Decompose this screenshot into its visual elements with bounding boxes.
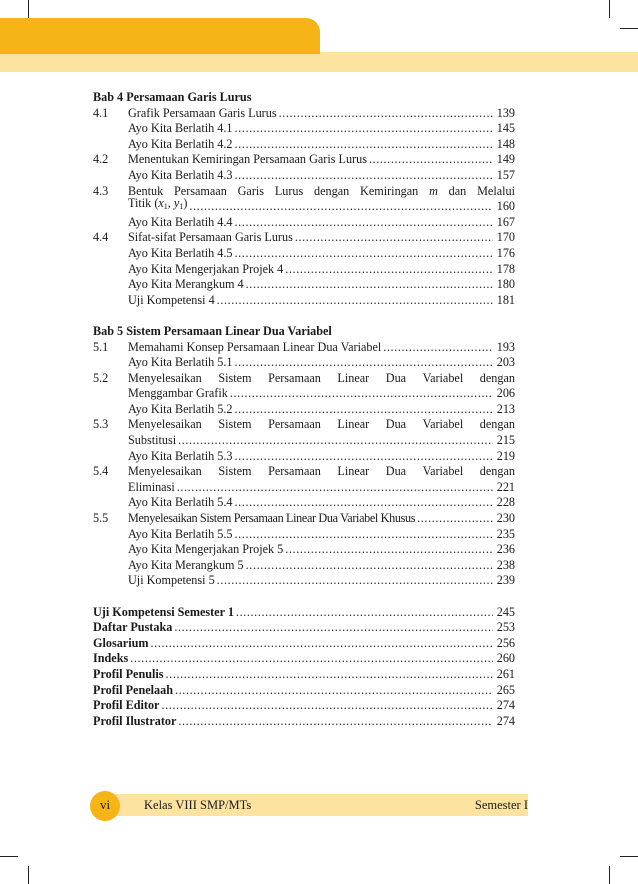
table-of-contents bbox=[93, 90, 515, 729]
footer-semester: Semester I bbox=[474, 798, 528, 812]
crop-mark bbox=[609, 866, 610, 884]
crop-mark bbox=[0, 856, 18, 857]
chapter-heading: Bab 4 Persamaan Garis Lurus bbox=[93, 90, 252, 104]
toc-entry-continuation[interactable]: Eliminasi ..... 221 bbox=[93, 480, 515, 496]
toc-entry-back[interactable]: Profil Penelaah ..... 265 bbox=[93, 683, 515, 699]
toc-entry[interactable]: 4.4 Sifat-sifat Persamaan Garis Lurus ..... 170 bbox=[93, 230, 515, 246]
toc-entry[interactable]: Ayo Kita Merangkum 4 ..... 180 bbox=[93, 277, 515, 293]
justified-title-line: Bentuk Persamaan Garis Lurus dengan Kemiringan m dan Melalui bbox=[128, 183, 515, 198]
toc-entry[interactable]: Ayo Kita Mengerjakan Projek 4 ..... 178 bbox=[93, 262, 515, 278]
toc-entry[interactable]: Ayo Kita Berlatih 4.2 ..... 148 bbox=[93, 137, 515, 153]
toc-entry[interactable]: Ayo Kita Berlatih 4.3 ..... 157 bbox=[93, 168, 515, 184]
crop-mark bbox=[620, 28, 638, 29]
crop-mark bbox=[28, 866, 29, 884]
toc-entry[interactable]: 5.1 Memahami Konsep Persamaan Linear Dua Variabel ..... 193 bbox=[93, 340, 515, 356]
toc-entry[interactable]: 5.4 Menyelesaikan Sistem Persamaan Linear Dua Variabel dengan bbox=[93, 464, 515, 479]
toc-entry-back[interactable]: Profil Editor ..... 274 bbox=[93, 698, 515, 714]
toc-entry[interactable]: Uji Kompetensi 4 ..... 181 bbox=[93, 293, 515, 309]
toc-entry-back[interactable]: Profil Penulis ..... 261 bbox=[93, 667, 515, 683]
toc-entry[interactable]: Ayo Kita Merangkum 5 ..... 238 bbox=[93, 558, 515, 574]
toc-entry-continuation[interactable]: Menggambar Grafik ..... 206 bbox=[93, 386, 515, 402]
crop-mark bbox=[28, 0, 29, 18]
chapter-heading: Bab 5 Sistem Persamaan Linear Dua Variabel bbox=[93, 323, 332, 338]
page-number: vi bbox=[90, 791, 120, 821]
toc-entry-continuation[interactable]: Titik ($x_1$, $y_1$) ..... 160 bbox=[93, 199, 515, 215]
toc-entry[interactable]: Ayo Kita Berlatih 5.5 ..... 235 bbox=[93, 527, 515, 543]
crop-mark bbox=[620, 856, 638, 857]
toc-entry[interactable]: Ayo Kita Berlatih 5.3 ..... 219 bbox=[93, 449, 515, 465]
justified-title-line: Menyelesaikan Sistem Persamaan Linear Dua Variabel dengan bbox=[128, 417, 515, 432]
toc-entry[interactable]: Ayo Kita Berlatih 5.2 ..... 213 bbox=[93, 402, 515, 418]
toc-entry[interactable]: 5.5 Menyelesaikan Sistem Persamaan Linear Dua Variabel Khusus ..... 230 bbox=[93, 511, 515, 527]
toc-entry[interactable]: 5.2 Menyelesaikan Sistem Persamaan Linear Dua Variabel dengan bbox=[93, 370, 515, 385]
toc-entry[interactable]: 4.1 Grafik Persamaan Garis Lurus ..... 139 bbox=[93, 106, 515, 122]
toc-entry[interactable]: Ayo Kita Berlatih 4.4 ..... 167 bbox=[93, 215, 515, 231]
toc-entry[interactable]: Ayo Kita Berlatih 5.4 ..... 228 bbox=[93, 495, 515, 511]
justified-title-line: Menyelesaikan Sistem Persamaan Linear Dua Variabel dengan bbox=[128, 464, 515, 479]
toc-entry[interactable]: 4.3 Bentuk Persamaan Garis Lurus dengan Kemiringan m dan Melalui bbox=[93, 183, 515, 198]
toc-entry-back[interactable]: Uji Kompetensi Semester 1 ..... 245 bbox=[93, 605, 515, 621]
toc-entry-back[interactable]: Indeks ..... 260 bbox=[93, 651, 515, 667]
point-title: Titik ($x_1$, $y_1$) bbox=[128, 196, 188, 212]
toc-entry[interactable]: Ayo Kita Mengerjakan Projek 5 ..... 236 bbox=[93, 542, 515, 558]
toc-entry[interactable]: Uji Kompetensi 5 ..... 239 bbox=[93, 573, 515, 589]
toc-entry-continuation[interactable]: Substitusi ..... 215 bbox=[93, 433, 515, 449]
header-band-light bbox=[0, 52, 638, 72]
justified-title-line: Menyelesaikan Sistem Persamaan Linear Dua Variabel dengan bbox=[128, 370, 515, 385]
toc-entry[interactable]: 4.2 Menentukan Kemiringan Persamaan Garis Lurus ..... 149 bbox=[93, 152, 515, 168]
toc-entry-back[interactable]: Glosarium ..... 256 bbox=[93, 636, 515, 652]
toc-entry[interactable]: 5.3 Menyelesaikan Sistem Persamaan Linear Dua Variabel dengan bbox=[93, 417, 515, 432]
toc-entry-back[interactable]: Profil Ilustrator ..... 274 bbox=[93, 714, 515, 730]
toc-entry-back[interactable]: Daftar Pustaka ..... 253 bbox=[93, 620, 515, 636]
crop-mark bbox=[609, 0, 610, 18]
toc-entry[interactable]: Ayo Kita Berlatih 4.1 ..... 145 bbox=[93, 121, 515, 137]
toc-entry[interactable]: Ayo Kita Berlatih 5.1 ..... 203 bbox=[93, 355, 515, 371]
footer-book-title: Kelas VIII SMP/MTs bbox=[144, 798, 252, 812]
header-band bbox=[0, 18, 320, 54]
toc-entry[interactable]: Ayo Kita Berlatih 4.5 ..... 176 bbox=[93, 246, 515, 262]
